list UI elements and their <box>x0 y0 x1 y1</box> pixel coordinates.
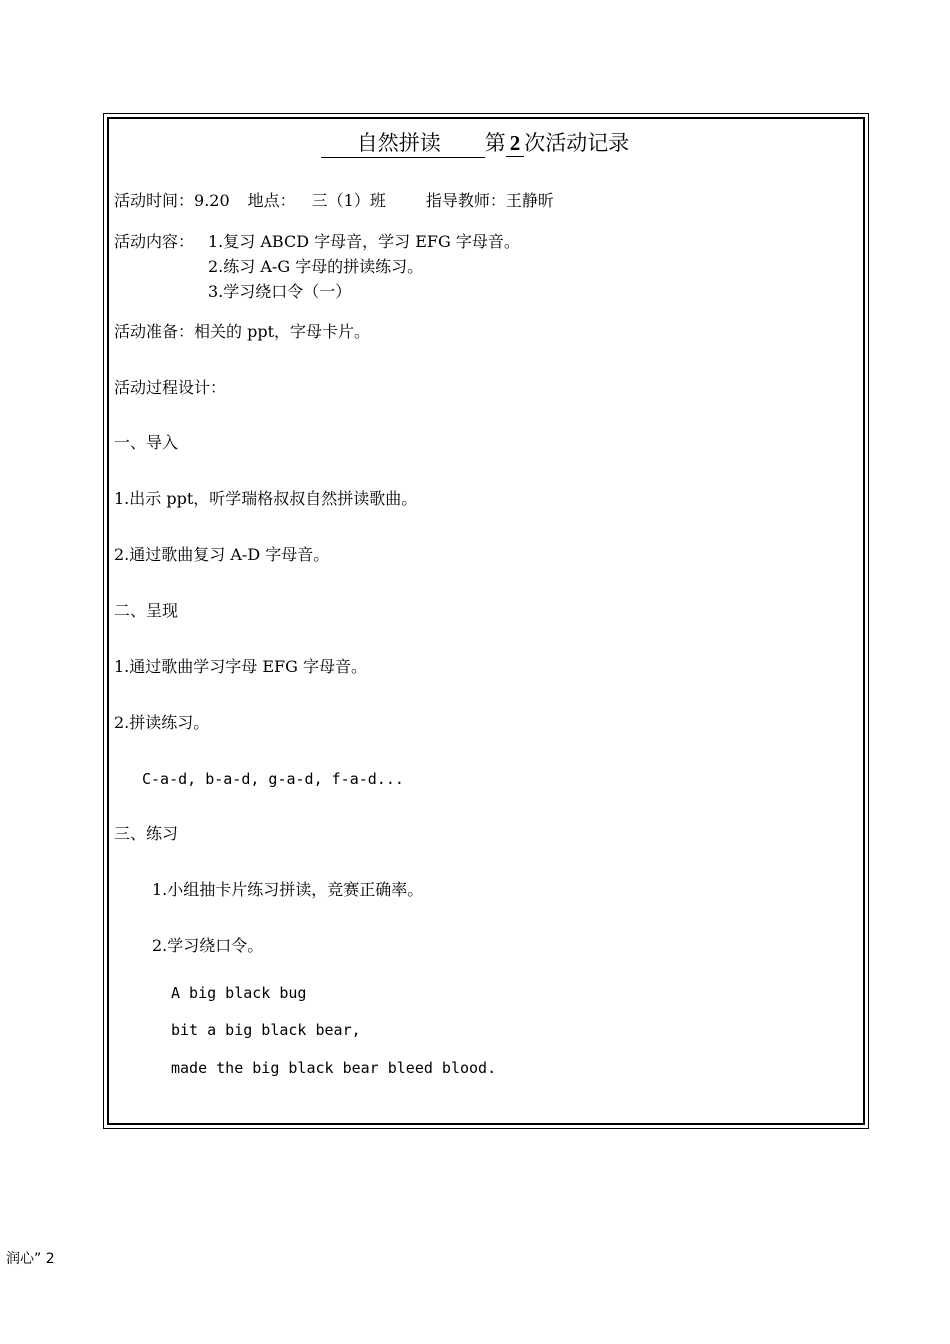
time-value: 9.20 <box>194 191 230 210</box>
tongue-twister-line-2: bit a big black bear, <box>171 1021 361 1039</box>
time-label: 活动时间： <box>114 191 195 210</box>
page-footer: 润心” 2 <box>6 1251 55 1267</box>
present-heading: 二、呈现 <box>114 601 179 620</box>
place-label: 地点： <box>247 191 296 210</box>
practice-heading: 三、练习 <box>114 824 179 843</box>
intro-heading: 一、导入 <box>114 433 179 452</box>
practice-step-2: 2.学习绕口令。 <box>152 936 264 955</box>
record-title <box>0 127 950 158</box>
info-line <box>114 191 554 211</box>
present-step-2: 2.拼读练习。 <box>114 713 210 732</box>
place-value: 三（1）班 <box>311 191 386 210</box>
blending-example: C-a-d, b-a-d, g-a-d, f-a-d... <box>142 770 404 788</box>
tongue-twister-line-1: A big black bug <box>171 984 307 1002</box>
title-suffix: 次活动记录 <box>524 131 630 155</box>
content-item-3: 3.学习绕口令（一） <box>208 282 352 301</box>
present-step-1: 1.通过歌曲学习字母 EFG 字母音。 <box>114 657 368 676</box>
practice-step-1: 1.小组抽卡片练习拼读，竞赛正确率。 <box>152 880 424 899</box>
content-item-1: 1.复习 ABCD 字母音，学习 EFG 字母音。 <box>208 232 520 251</box>
title-prefix: 第 <box>484 131 506 155</box>
process-heading: 活动过程设计： <box>114 378 227 397</box>
content-label: 活动内容： <box>114 232 195 251</box>
content-item-2: 2.练习 A-G 字母的拼读练习。 <box>208 257 424 276</box>
teacher-label: 指导教师： <box>425 191 506 210</box>
tongue-twister-line-3: made the big black bear bleed blood. <box>171 1059 497 1077</box>
preparation: 活动准备：相关的 ppt，字母卡片。 <box>114 322 371 341</box>
intro-step-1: 1.出示 ppt，听学瑞格叔叔自然拼读歌曲。 <box>114 489 418 508</box>
intro-step-2: 2.通过歌曲复习 A-D 字母音。 <box>114 545 330 564</box>
teacher-value: 王静昕 <box>505 191 554 210</box>
title-number: 2 <box>506 131 525 157</box>
title-activity-name: 自然拼读 <box>321 127 485 158</box>
